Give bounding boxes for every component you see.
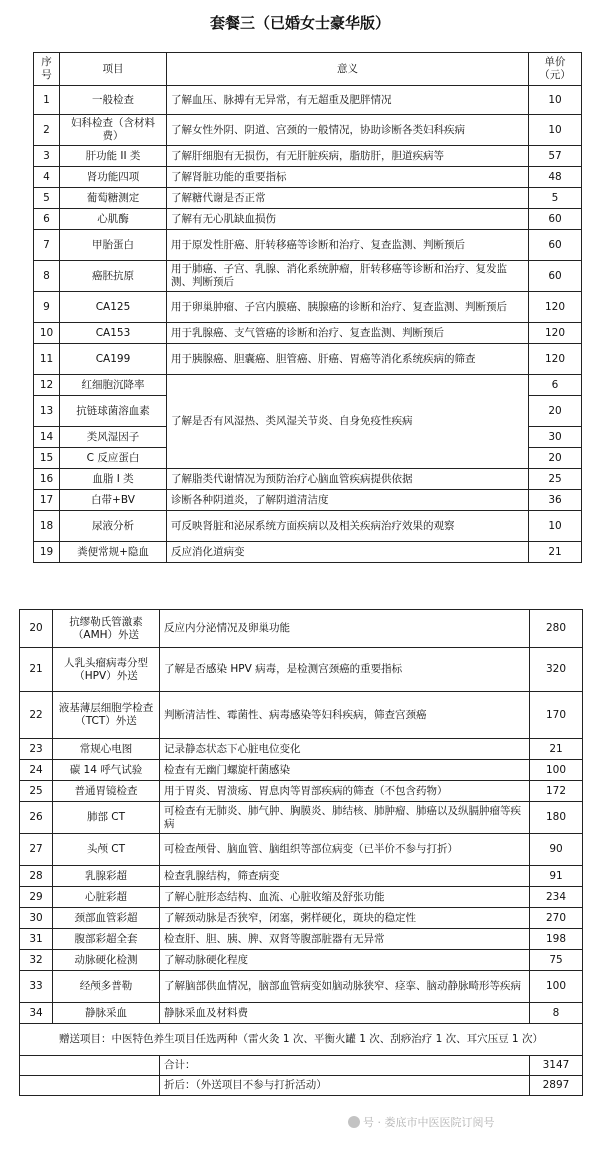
- row-no: 1: [34, 86, 60, 115]
- table-row: [20, 971, 583, 1003]
- row-price: 270: [530, 908, 583, 929]
- row-price: 21: [530, 739, 583, 760]
- header-price: 单价（元）: [529, 53, 582, 86]
- total-value: 3147: [530, 1056, 583, 1076]
- row-price: 170: [530, 692, 583, 739]
- row-price: 60: [529, 261, 582, 292]
- row-price: 280: [530, 610, 583, 648]
- table-row: [20, 648, 583, 692]
- table-row: [34, 261, 582, 292]
- row-no: 6: [34, 209, 60, 230]
- row-meaning: 了解脂类代谢情况为预防治疗心脑血管疾病提供依据: [167, 469, 529, 490]
- row-item: 葡萄糖测定: [60, 188, 167, 209]
- row-item: 白带+BV: [60, 490, 167, 511]
- row-meaning: 可检查颅骨、脑血管、脑组织等部位病变（已半价不参与打折）: [160, 834, 530, 866]
- row-meaning: 了解肾脏功能的重要指标: [167, 167, 529, 188]
- row-meaning: 可检查有无肺炎、肺气肿、胸膜炎、肺结核、肺肿瘤、肺癌以及纵膈肿瘤等疾病: [160, 802, 530, 834]
- discount-empty: [20, 1076, 160, 1096]
- row-item: 普通胃镜检查: [53, 781, 160, 802]
- row-price: 90: [530, 834, 583, 866]
- table-row: [20, 802, 583, 834]
- row-meaning: 反应内分泌情况及卵巢功能: [160, 610, 530, 648]
- row-price: 21: [529, 542, 582, 563]
- row-meaning: 判断清洁性、霉菌性、病毒感染等妇科疾病，筛查宫颈癌: [160, 692, 530, 739]
- row-item: 心脏彩超: [53, 887, 160, 908]
- row-item: 静脉采血: [53, 1003, 160, 1024]
- table-row: [20, 610, 583, 648]
- row-no: 14: [34, 427, 60, 448]
- row-price: 10: [529, 511, 582, 542]
- row-no: 16: [34, 469, 60, 490]
- row-no: 3: [34, 146, 60, 167]
- table-row: [20, 908, 583, 929]
- table-row: [20, 1003, 583, 1024]
- row-meaning: 检查乳腺结构，筛查病变: [160, 866, 530, 887]
- row-item: 乳腺彩超: [53, 866, 160, 887]
- table-header-row: [34, 53, 582, 86]
- row-no: 32: [20, 950, 53, 971]
- row-item: 妇科检查（含材料费）: [60, 115, 167, 146]
- table-row: [20, 739, 583, 760]
- wechat-icon: [348, 1116, 360, 1128]
- table-row: [34, 542, 582, 563]
- row-no: 20: [20, 610, 53, 648]
- table-row: [34, 375, 582, 396]
- row-no: 9: [34, 292, 60, 323]
- row-meaning: 了解脑部供血情况，脑部血管病变如脑动脉狭窄、痉挛、脑动静脉畸形等疾病: [160, 971, 530, 1003]
- row-meaning: 用于胰腺癌、胆囊癌、胆管癌、肝癌、胃癌等消化系统疾病的筛查: [167, 344, 529, 375]
- row-price: 10: [529, 86, 582, 115]
- row-item: CA199: [60, 344, 167, 375]
- row-no: 17: [34, 490, 60, 511]
- row-item: 头颅 CT: [53, 834, 160, 866]
- row-item: 粪便常规+隐血: [60, 542, 167, 563]
- row-no: 24: [20, 760, 53, 781]
- row-meaning: 了解女性外阴、阴道、宫颈的一般情况，协助诊断各类妇科疾病: [167, 115, 529, 146]
- table-row: [34, 146, 582, 167]
- total-row: [20, 1056, 583, 1076]
- row-no: 21: [20, 648, 53, 692]
- row-no: 22: [20, 692, 53, 739]
- row-item: 红细胞沉降率: [60, 375, 167, 396]
- row-price: 198: [530, 929, 583, 950]
- row-price: 36: [529, 490, 582, 511]
- row-item: 类风湿因子: [60, 427, 167, 448]
- table-row: [20, 866, 583, 887]
- row-price: 6: [529, 375, 582, 396]
- table-row: [34, 167, 582, 188]
- row-price: 100: [530, 971, 583, 1003]
- row-price: 48: [529, 167, 582, 188]
- row-no: 13: [34, 396, 60, 427]
- total-label: 合计：: [160, 1056, 530, 1076]
- row-no: 19: [34, 542, 60, 563]
- row-price: 120: [529, 344, 582, 375]
- table-row: [20, 834, 583, 866]
- row-no: 27: [20, 834, 53, 866]
- row-meaning: 检查肝、胆、胰、脾、双肾等腹部脏器有无异常: [160, 929, 530, 950]
- row-item: 常规心电图: [53, 739, 160, 760]
- row-no: 2: [34, 115, 60, 146]
- row-no: 26: [20, 802, 53, 834]
- table-row: [20, 781, 583, 802]
- row-item: 动脉硬化检测: [53, 950, 160, 971]
- row-meaning: 诊断各种阴道炎，了解阴道清洁度: [167, 490, 529, 511]
- table-row: [34, 209, 582, 230]
- row-no: 4: [34, 167, 60, 188]
- discount-row: [20, 1076, 583, 1096]
- row-meaning: 了解心脏形态结构、血流、心脏收缩及舒张功能: [160, 887, 530, 908]
- row-meaning: 用于肺癌、子宫、乳腺、消化系统肿瘤，肝转移癌等诊断和治疗、复发监测、判断预后: [167, 261, 529, 292]
- row-no: 18: [34, 511, 60, 542]
- row-item: 抗链球菌溶血素: [60, 396, 167, 427]
- row-no: 31: [20, 929, 53, 950]
- row-no: 30: [20, 908, 53, 929]
- row-meaning: 用于胃炎、胃溃疡、胃息肉等胃部疾病的筛查（不包含药物）: [160, 781, 530, 802]
- row-meaning: 了解是否感染 HPV 病毒，是检测宫颈癌的重要指标: [160, 648, 530, 692]
- row-meaning: 了解动脉硬化程度: [160, 950, 530, 971]
- table-row: [20, 887, 583, 908]
- row-item: 血脂 I 类: [60, 469, 167, 490]
- row-meaning: 可反映肾脏和泌尿系统方面疾病以及相关疾病治疗效果的观察: [167, 511, 529, 542]
- discount-value: 2897: [530, 1076, 583, 1096]
- table-row: [34, 115, 582, 146]
- row-price: 20: [529, 448, 582, 469]
- row-item: C 反应蛋白: [60, 448, 167, 469]
- row-item: 肾功能四项: [60, 167, 167, 188]
- row-item: 心肌酶: [60, 209, 167, 230]
- row-meaning: 了解颈动脉是否狭窄，闭塞，粥样硬化，斑块的稳定性: [160, 908, 530, 929]
- table-row: [20, 760, 583, 781]
- row-item: 人乳头瘤病毒分型（HPV）外送: [53, 648, 160, 692]
- row-no: 12: [34, 375, 60, 396]
- row-meaning: 检查有无幽门螺旋杆菌感染: [160, 760, 530, 781]
- row-price: 20: [529, 396, 582, 427]
- table-row: [20, 692, 583, 739]
- table-row: [34, 323, 582, 344]
- gift-text: 赠送项目：中医特色养生项目任选两种（雷火灸 1 次、平衡火罐 1 次、刮痧治疗 1 次、耳穴压豆 1 次）: [20, 1024, 583, 1056]
- row-price: 120: [529, 292, 582, 323]
- row-price: 75: [530, 950, 583, 971]
- row-item: 癌胚抗原: [60, 261, 167, 292]
- package-table-part2: [19, 609, 583, 1096]
- row-no: 10: [34, 323, 60, 344]
- row-meaning: 用于原发性肝癌、肝转移癌等诊断和治疗、复查监测、判断预后: [167, 230, 529, 261]
- row-meaning: 用于卵巢肿瘤、子宫内膜癌、胰腺癌的诊断和治疗、复查监测、判断预后: [167, 292, 529, 323]
- row-price: 57: [529, 146, 582, 167]
- table-row: [34, 469, 582, 490]
- row-price: 5: [529, 188, 582, 209]
- row-no: 11: [34, 344, 60, 375]
- row-price: 30: [529, 427, 582, 448]
- row-meaning: 反应消化道病变: [167, 542, 529, 563]
- row-item: 液基薄层细胞学检查（TCT）外送: [53, 692, 160, 739]
- table-row: [20, 950, 583, 971]
- row-no: 8: [34, 261, 60, 292]
- row-price: 91: [530, 866, 583, 887]
- row-meaning: 了解肝细胞有无损伤，有无肝脏疾病，脂肪肝，胆道疾病等: [167, 146, 529, 167]
- table-row: [20, 929, 583, 950]
- table-row: [34, 511, 582, 542]
- row-item: 抗缪勒氏管激素（AMH）外送: [53, 610, 160, 648]
- table-row: [34, 86, 582, 115]
- row-no: 15: [34, 448, 60, 469]
- row-no: 33: [20, 971, 53, 1003]
- row-item: 颈部血管彩超: [53, 908, 160, 929]
- watermark: 号 · 娄底市中医医院订阅号: [348, 1114, 495, 1130]
- table-row: [34, 188, 582, 209]
- row-price: 320: [530, 648, 583, 692]
- row-meaning: 了解糖代谢是否正常: [167, 188, 529, 209]
- row-no: 7: [34, 230, 60, 261]
- table-row: [34, 292, 582, 323]
- row-price: 60: [529, 209, 582, 230]
- row-price: 25: [529, 469, 582, 490]
- row-price: 120: [529, 323, 582, 344]
- row-item: 腹部彩超全套: [53, 929, 160, 950]
- row-meaning: 记录静态状态下心脏电位变化: [160, 739, 530, 760]
- row-no: 23: [20, 739, 53, 760]
- row-meaning: 用于乳腺癌、支气管癌的诊断和治疗、复查监测、判断预后: [167, 323, 529, 344]
- row-item: 肺部 CT: [53, 802, 160, 834]
- header-no: 序号: [34, 53, 60, 86]
- row-no: 34: [20, 1003, 53, 1024]
- row-price: 100: [530, 760, 583, 781]
- row-meaning-merged: 了解是否有风湿热、类风湿关节炎、自身免疫性疾病: [167, 375, 529, 469]
- gift-row: [20, 1024, 583, 1056]
- row-item: CA125: [60, 292, 167, 323]
- header-item: 项目: [60, 53, 167, 86]
- table-row: [34, 344, 582, 375]
- row-price: 234: [530, 887, 583, 908]
- row-no: 29: [20, 887, 53, 908]
- row-item: 一般检查: [60, 86, 167, 115]
- row-meaning: 了解血压、脉搏有无异常，有无超重及肥胖情况: [167, 86, 529, 115]
- row-item: 经颅多普勒: [53, 971, 160, 1003]
- total-empty: [20, 1056, 160, 1076]
- table-row: [34, 490, 582, 511]
- row-item: 尿液分析: [60, 511, 167, 542]
- row-item: CA153: [60, 323, 167, 344]
- row-price: 180: [530, 802, 583, 834]
- package-table-part1: [33, 52, 582, 563]
- header-meaning: 意义: [167, 53, 529, 86]
- row-item: 甲胎蛋白: [60, 230, 167, 261]
- row-no: 28: [20, 866, 53, 887]
- discount-label: 折后：（外送项目不参与打折活动）: [160, 1076, 530, 1096]
- table-row: [34, 230, 582, 261]
- row-price: 172: [530, 781, 583, 802]
- page-title: 套餐三（已婚女士豪华版）: [209, 14, 390, 32]
- row-price: 8: [530, 1003, 583, 1024]
- row-item: 碳 14 呼气试验: [53, 760, 160, 781]
- row-meaning: 静脉采血及材料费: [160, 1003, 530, 1024]
- row-price: 10: [529, 115, 582, 146]
- row-meaning: 了解有无心肌缺血损伤: [167, 209, 529, 230]
- row-no: 5: [34, 188, 60, 209]
- row-price: 60: [529, 230, 582, 261]
- row-item: 肝功能 II 类: [60, 146, 167, 167]
- row-no: 25: [20, 781, 53, 802]
